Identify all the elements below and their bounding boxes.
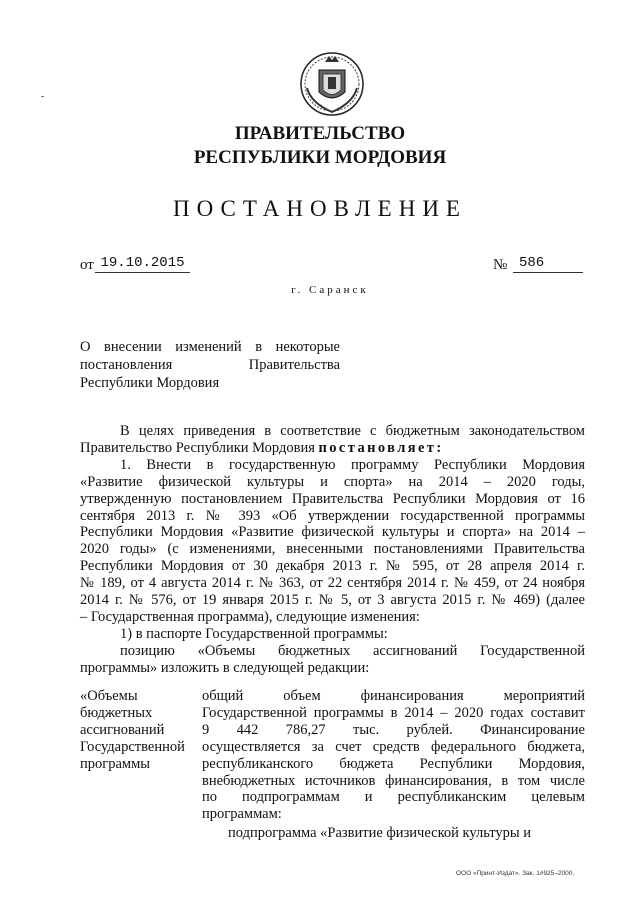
number-label: № bbox=[493, 257, 508, 273]
scan-mark bbox=[41, 96, 44, 97]
preamble-line bbox=[80, 440, 585, 457]
decree-word: постановляет: bbox=[318, 439, 444, 456]
preamble-text: Правительство Республики Мордовия bbox=[80, 439, 315, 456]
table-label-cell bbox=[80, 688, 200, 773]
body-line: утвержденную постановлением Правительства Республики Мордовия от 16 bbox=[80, 490, 585, 507]
label-line: программы bbox=[80, 755, 150, 772]
desc-line: внебюджетных источников финансирования, в том числе bbox=[202, 772, 585, 789]
city: г. Саранск bbox=[291, 284, 369, 296]
org-name-line2: РЕСПУБЛИКИ МОРДОВИЯ bbox=[193, 147, 447, 168]
document-number: 586 bbox=[513, 254, 583, 273]
body-line: позицию «Объемы бюджетных ассигнований Государственной bbox=[120, 642, 585, 659]
subject-line: О внесении изменений в некоторые bbox=[80, 339, 340, 355]
body-line: 2014 г. № 576, от 19 января 2015 г. № 5, от 3 августа 2015 г. № 469) (далее bbox=[80, 592, 585, 609]
body-line: программы» изложить в следующей редакции: bbox=[80, 659, 370, 676]
coat-of-arms-emblem bbox=[297, 48, 367, 118]
desc-line: Государственной программы в 2014 – 2020 годах составит bbox=[202, 704, 585, 721]
body-line: «Развитие физической культуры и спорта» на 2014 – 2020 годы, bbox=[80, 473, 585, 490]
document-type: ПОСТАНОВЛЕНИЕ bbox=[173, 196, 467, 221]
body-line: № 189, от 4 августа 2014 г. № 363, от 22 сентября 2014 г. № 459, от 24 ноября bbox=[80, 575, 585, 592]
document-body bbox=[80, 423, 585, 677]
org-name-line1: ПРАВИТЕЛЬСТВО bbox=[234, 123, 406, 144]
printer-imprint: ООО «Принт-Издат». Зак. 1#925–2000. bbox=[456, 870, 575, 877]
body-line: – Государственная программа), следующие изменения: bbox=[80, 608, 420, 625]
document-subject bbox=[80, 338, 340, 392]
preamble-line: В целях приведения в соответствие с бюджетным законодательством bbox=[120, 423, 585, 439]
body-line: 1) в паспорте Государственной программы: bbox=[120, 625, 388, 642]
desc-line: 9 442 786,27 тыс. рублей. Финансирование bbox=[202, 721, 585, 738]
document-date: 19.10.2015 bbox=[95, 254, 190, 273]
subject-line: постановления Правительства bbox=[80, 357, 340, 373]
label-line: Государственной bbox=[80, 738, 185, 755]
body-line: сентября 2013 г. № 393 «Об утверждении государственной программы bbox=[80, 507, 585, 524]
body-line: Республики Мордовия от 30 декабря 2013 г. № 595, от 28 апреля 2014 г. bbox=[80, 558, 585, 575]
desc-line: программам: bbox=[202, 806, 282, 823]
desc-line: осуществляется за счет средств федерального бюджета, bbox=[202, 738, 585, 755]
body-line: 1. Внести в государственную программу Республики Мордовия bbox=[120, 456, 585, 473]
desc-line: общий объем финансирования мероприятий bbox=[202, 688, 585, 704]
desc-line: республиканского бюджета Республики Мордовия, bbox=[202, 755, 585, 772]
table-desc-cell bbox=[202, 688, 585, 823]
mordovia-coat-of-arms-icon bbox=[297, 48, 367, 118]
body-line: Республики Мордовия «Развитие физической культуры и спорта» на 2014 – bbox=[80, 524, 585, 541]
desc-line: по подпрограммам и республиканским целевым bbox=[202, 789, 585, 806]
date-label: от bbox=[80, 257, 94, 273]
label-line: «Объемы bbox=[80, 688, 138, 704]
body-line: 2020 годы» (с изменениями, внесенными постановлениями Правительства bbox=[80, 541, 585, 558]
subprogram-line: подпрограмма «Развитие физической культуры и bbox=[228, 825, 532, 841]
label-line: ассигнований bbox=[80, 721, 165, 738]
label-line: бюджетных bbox=[80, 704, 153, 721]
subject-line: Республики Мордовия bbox=[80, 375, 220, 391]
